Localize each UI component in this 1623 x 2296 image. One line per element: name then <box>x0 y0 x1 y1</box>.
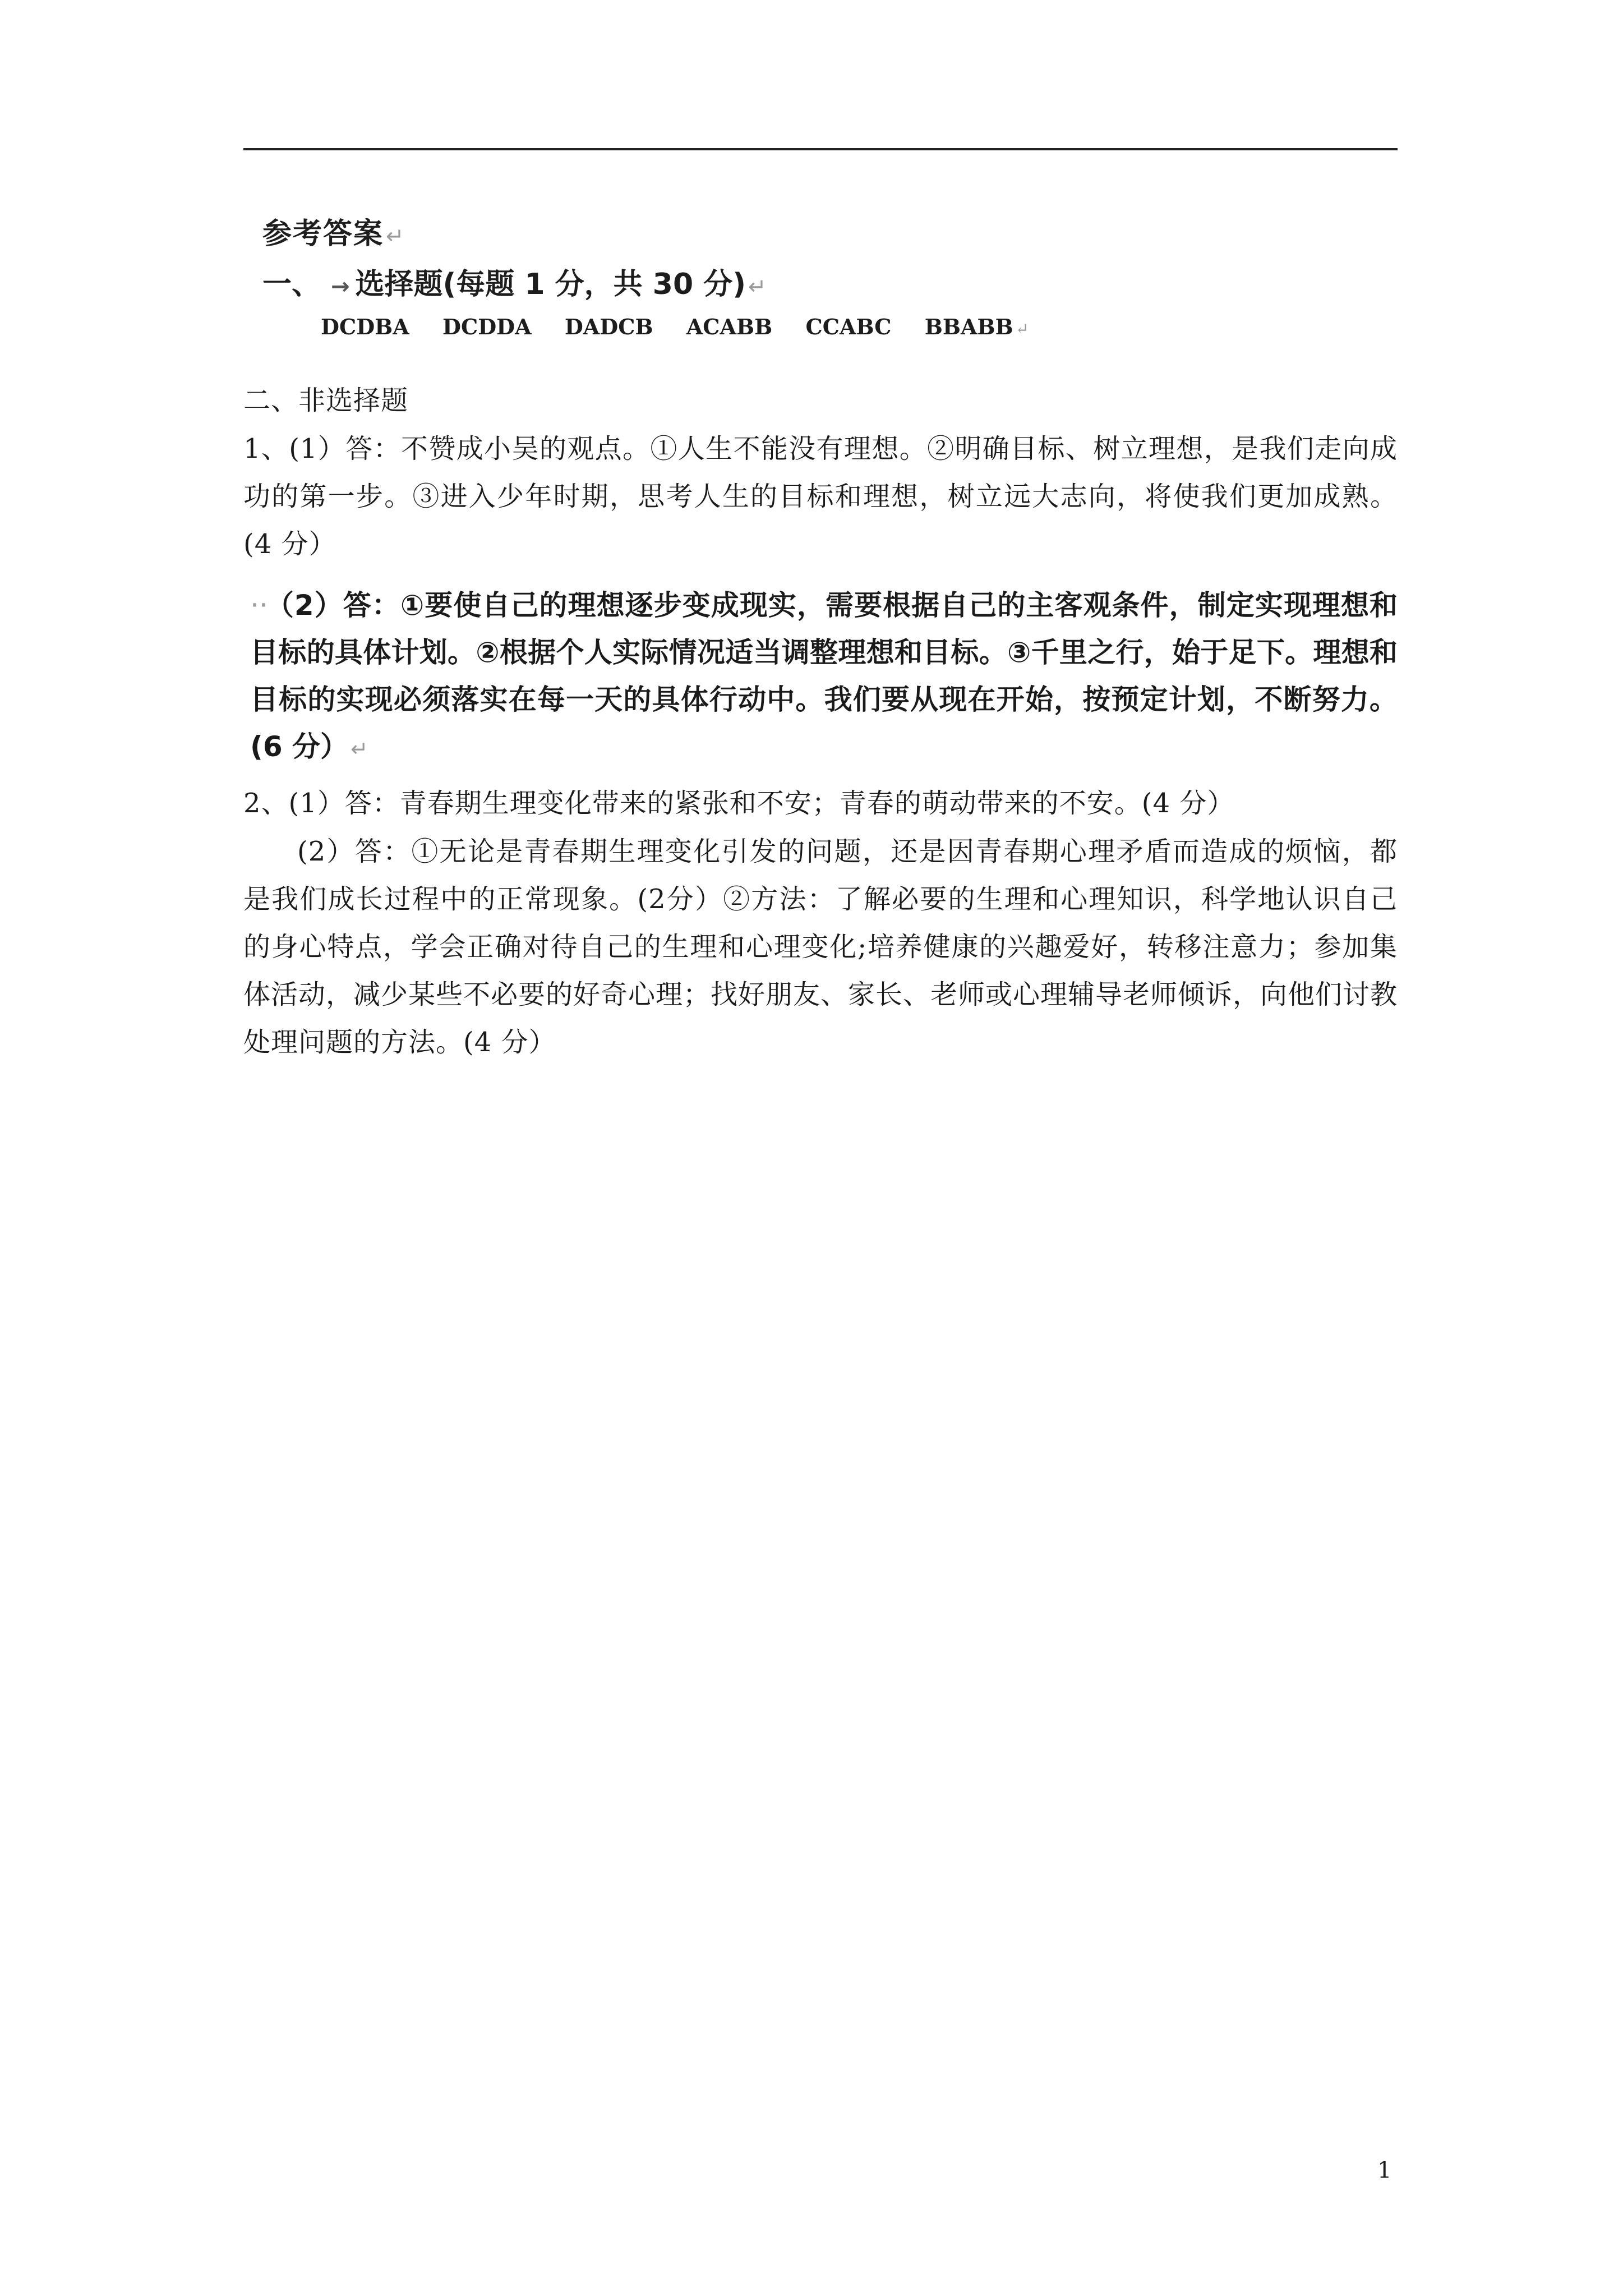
question1-part2-answer <box>250 582 1398 772</box>
answer-group: DCDBA <box>321 314 409 339</box>
page-number: 1 <box>1377 2157 1392 2183</box>
question1-part2-text: （2）答：①要使自己的理想逐步变成现实，需要根据自己的主客观条件，制定实现理想和目标的具体计划。②根据个人实际情况适当调整理想和目标。③千里之行，始于足下。理想和目标的实现必须落实在每一天的具体行动中。我们要从现在开始，按预定计划，不断努力。(6 分） <box>250 589 1398 763</box>
answer-group: BBABB <box>924 314 1013 339</box>
paragraph-mark-icon: ↵ <box>1015 320 1029 338</box>
section1-heading <box>262 260 767 302</box>
paragraph-mark-icon: ↵ <box>351 737 368 761</box>
answer-key-title-text: 参考答案 <box>262 217 384 251</box>
answer-key-title <box>262 210 405 252</box>
answer-group: DADCB <box>564 314 653 339</box>
question2-part1-answer: 2、(1）答：青春期生理变化带来的紧张和不安；青春的萌动带来的不安。(4 分） <box>243 788 1235 819</box>
answer-group: DCDDA <box>442 314 532 339</box>
header-rule <box>243 148 1398 150</box>
section2-heading: 二、非选择题 <box>243 385 409 416</box>
paragraph-mark-icon: ↵ <box>748 274 767 300</box>
multiple-choice-answers <box>321 314 1055 339</box>
section1-label: 选择题(每题 1 分，共 30 分) <box>355 268 746 301</box>
answer-group: CCABC <box>805 314 892 339</box>
tab-arrow-icon: → <box>331 274 350 300</box>
paragraph-mark-icon: ↵ <box>386 224 405 249</box>
question2-part2-answer: (2）答：①无论是青春期生理变化引发的问题，还是因青春期心理矛盾而造成的烦恼，都是我们成长过程中的正常现象。(2分）②方法：了解必要的生理和心理知识，科学地认识自己的身心特点，学会正确对待自己的生理和心理变化;培养健康的兴趣爱好，转移注意力；参加集体活动，减少某些不必要的好奇心理；找好朋友、家长、老师或心理辅导老师倾诉，向他们讨教处理问题的方法。(4 分） <box>243 836 1398 1058</box>
question1-part1-answer: 1、(1）答：不赞成小吴的观点。①人生不能没有理想。②明确目标、树立理想，是我们走向成功的第一步。③进入少年时期，思考人生的目标和理想，树立远大志向，将使我们更加成熟。(4 分） <box>243 433 1398 560</box>
answer-group: ACABB <box>686 314 773 339</box>
leading-dots: ·· <box>250 589 268 622</box>
section1-number: 一、 <box>262 268 321 301</box>
